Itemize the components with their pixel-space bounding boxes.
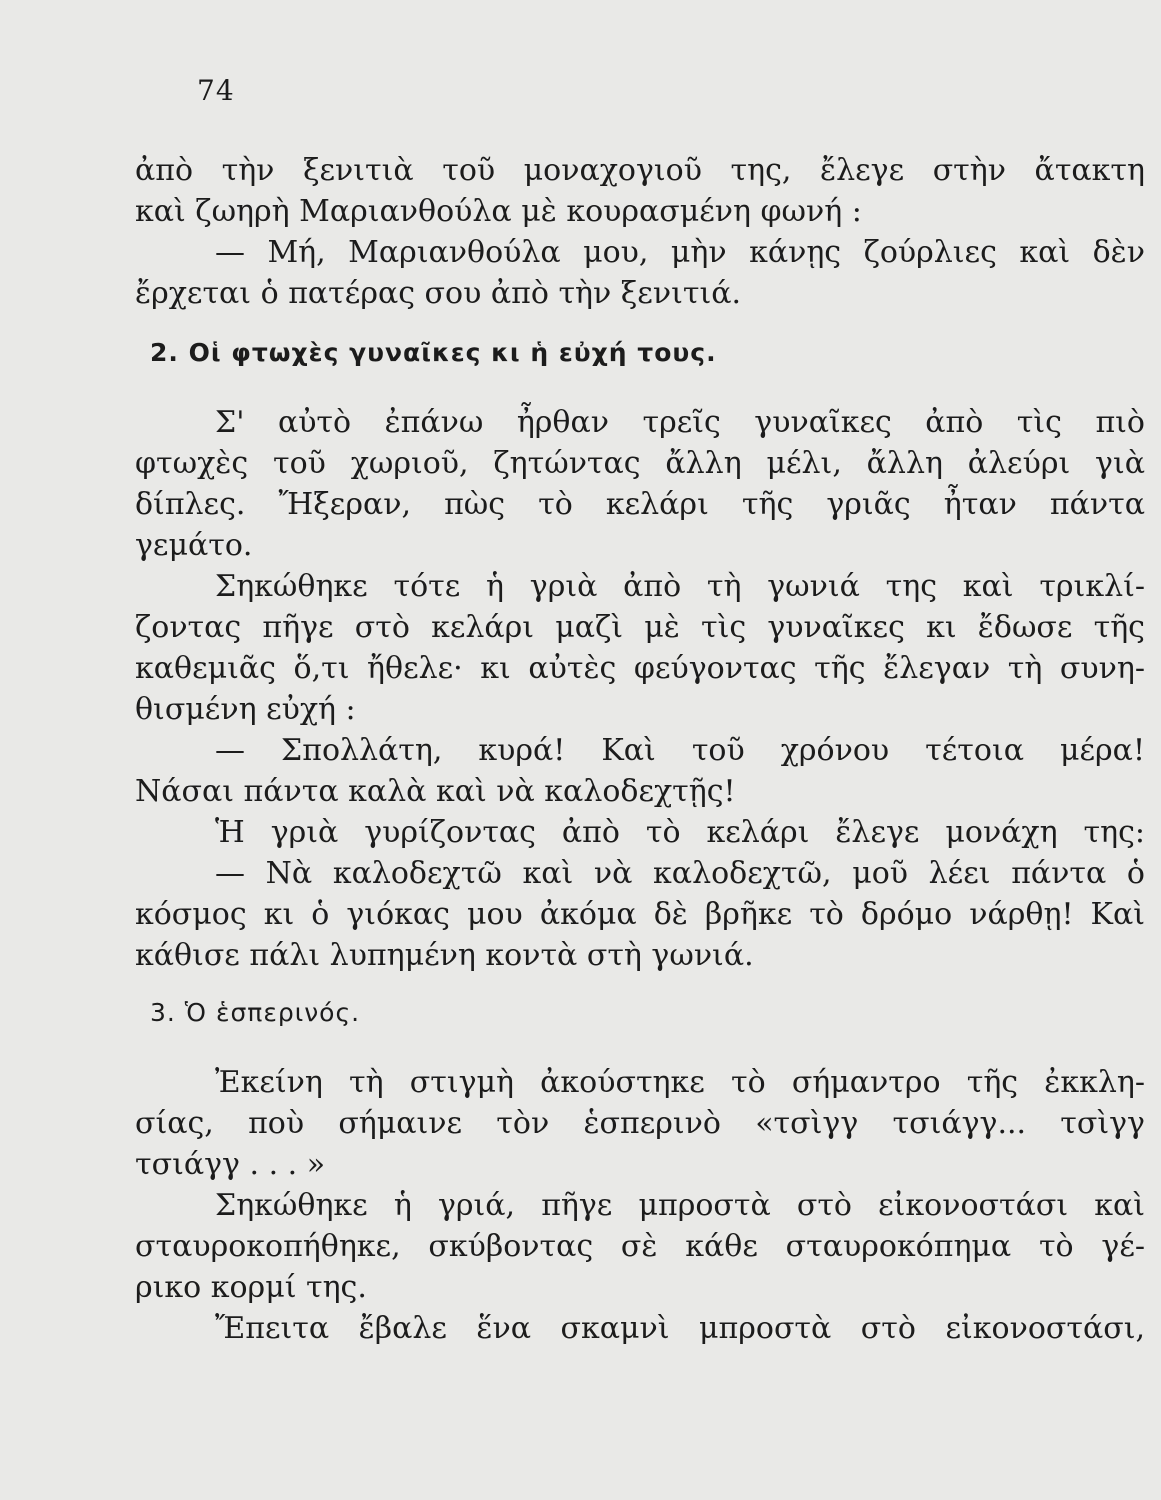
paragraph-block-3 (135, 1062, 1145, 1349)
text-line: δίπλες. Ἤξεραν, πὼς τὸ κελάρι τῆς γριᾶς ἦταν πάντα (135, 487, 1145, 522)
text-line: Σηκώθηκε ἡ γριά, πῆγε μπροστὰ στὸ εἰκονοστάσι καὶ (215, 1188, 1145, 1223)
text-line: ζοντας πῆγε στὸ κελάρι μαζὶ μὲ τὶς γυναῖκες κι ἔδωσε τῆς (135, 610, 1145, 645)
text-line: γεμάτο. (135, 528, 253, 563)
text-line: — Νὰ καλοδεχτῶ καὶ νὰ καλοδεχτῶ, μοῦ λέει πάντα ὁ (215, 856, 1145, 891)
text-line: σίας, ποὺ σήμαινε τὸν ἑσπερινὸ «τσὶγγ τσιάγγ... τσὶγγ (135, 1106, 1145, 1141)
text-line: καὶ ζωηρὴ Μαριανθούλα μὲ κουρασμένη φωνή : (135, 194, 862, 229)
text-line: κάθισε πάλι λυπημένη κοντὰ στὴ γωνιά. (135, 938, 754, 973)
text-line: ρικο κορμί της. (135, 1270, 367, 1305)
text-line: Σηκώθηκε τότε ἡ γριὰ ἀπὸ τὴ γωνιά της καὶ τρικλί- (215, 569, 1145, 604)
text-line: ἀπὸ τὴν ξενιτιὰ τοῦ μοναχογιοῦ της, ἔλεγε στὴν ἄτακτη (135, 153, 1145, 188)
text-line: κόσμος κι ὁ γιόκας μου ἀκόμα δὲ βρῆκε τὸ δρόμο νάρθῃ! Καὶ (135, 897, 1145, 932)
text-line: Ἐκείνη τὴ στιγμὴ ἀκούστηκε τὸ σήμαντρο τῆς ἐκκλη- (215, 1065, 1145, 1100)
text-line: Νάσαι πάντα καλὰ καὶ νὰ καλοδεχτῇς! (135, 774, 736, 809)
section-heading-2: 2. Οἱ φτωχὲς γυναῖκες κι ἡ εὐχή τους. (150, 338, 717, 367)
text-line: φτωχὲς τοῦ χωριοῦ, ζητώντας ἄλλη μέλι, ἄλλη ἀλεύρι γιὰ (135, 446, 1145, 481)
text-line: — Σπολλάτη, κυρά! Καὶ τοῦ χρόνου τέτοια μέρα! (215, 733, 1145, 768)
text-line: καθεμιᾶς ὅ,τι ἤθελε· κι αὐτὲς φεύγοντας τῆς ἔλεγαν τὴ συνη- (135, 651, 1145, 686)
text-line: — Μή, Μαριανθούλα μου, μὴν κάνῃς ζούρλιες καὶ δὲν (215, 235, 1145, 270)
page-number: 74 (197, 74, 235, 107)
paragraph-block-2 (135, 402, 1145, 976)
section-heading-3: 3. Ὁ ἑσπερινός. (150, 998, 361, 1027)
text-line: θισμένη εὐχή : (135, 692, 356, 727)
text-line: Σ' αὐτὸ ἐπάνω ἦρθαν τρεῖς γυναῖκες ἀπὸ τὶς πιὸ (215, 405, 1145, 440)
text-line: ἔρχεται ὁ πατέρας σου ἀπὸ τὴν ξενιτιά. (135, 276, 742, 311)
text-line: σταυροκοπήθηκε, σκύβοντας σὲ κάθε σταυροκόπημα τὸ γέ- (135, 1229, 1145, 1264)
text-line: Ἔπειτα ἔβαλε ἕνα σκαμνὶ μπροστὰ στὸ εἰκονοστάσι, (215, 1311, 1145, 1346)
text-line: τσιάγγ . . . » (135, 1147, 326, 1182)
paragraph-block-1 (135, 150, 1145, 314)
text-line: Ἡ γριὰ γυρίζοντας ἀπὸ τὸ κελάρι ἔλεγε μονάχη της: (215, 815, 1145, 850)
